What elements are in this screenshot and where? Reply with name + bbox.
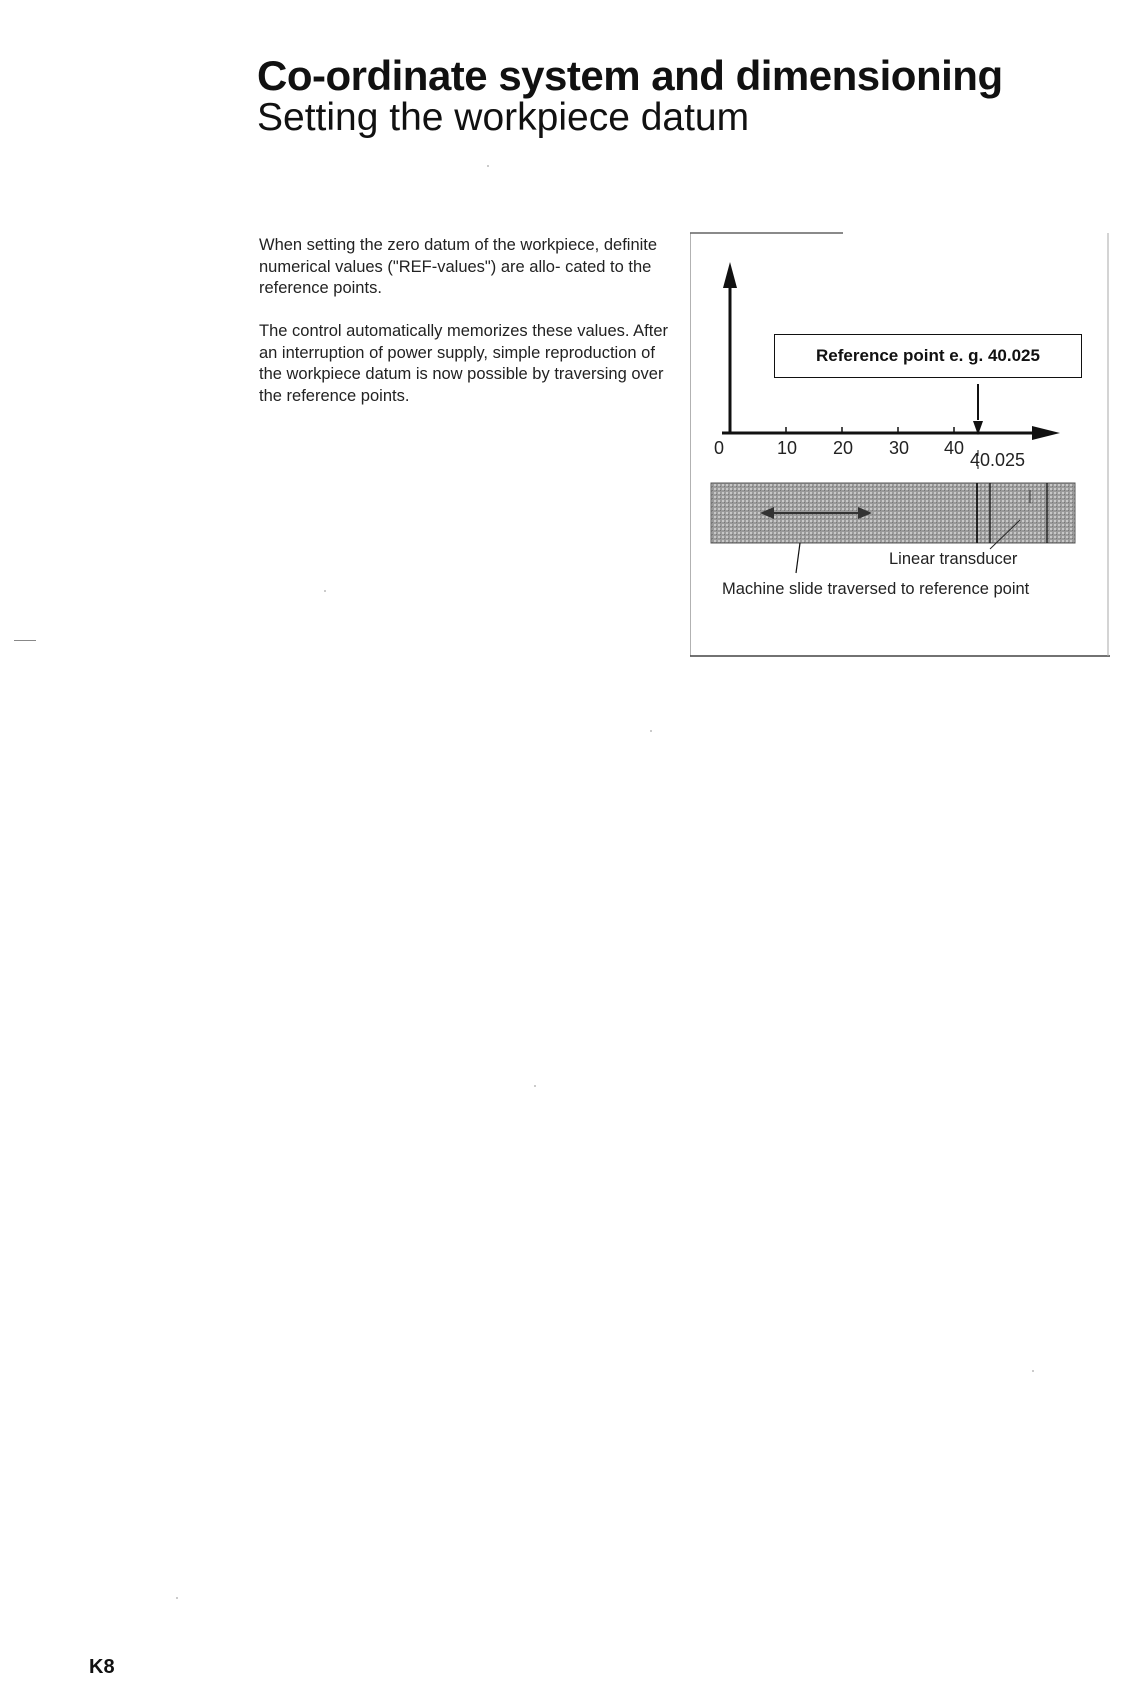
body-paragraph-2: The control automatically memorizes these values. After an interruption of power supply, simple reproduction of the workpiece datum is now possible by traversing over the reference points. <box>259 322 669 405</box>
tick-label-10: 10 <box>777 438 798 458</box>
reference-value-label: 40.025 <box>970 450 1026 470</box>
vertical-axis-arrow-icon <box>723 262 737 288</box>
page-title: Co-ordinate system and dimensioning <box>257 52 1003 99</box>
tick-label-30: 30 <box>889 438 910 458</box>
slide-leader-line <box>796 543 800 573</box>
reference-point-label: Reference point e. g. 40.025 <box>774 334 1082 378</box>
body-paragraph-1: When setting the zero datum of the workpiece, definite numerical values ("REF-values") are allo- cated to the reference points. <box>259 236 658 297</box>
page-number: K8 <box>89 1656 115 1678</box>
machine-slide-label: Machine slide traversed to reference point <box>722 580 1030 598</box>
horizontal-axis-arrow-icon <box>1032 426 1060 440</box>
tick-label-40: 40 <box>944 438 965 458</box>
page-subtitle: Setting the workpiece datum <box>257 96 750 139</box>
reference-point-diagram <box>690 228 1120 668</box>
tick-label-20: 20 <box>833 438 854 458</box>
tick-label-0: 0 <box>714 438 725 458</box>
linear-transducer-label: Linear transducer <box>889 550 1018 568</box>
